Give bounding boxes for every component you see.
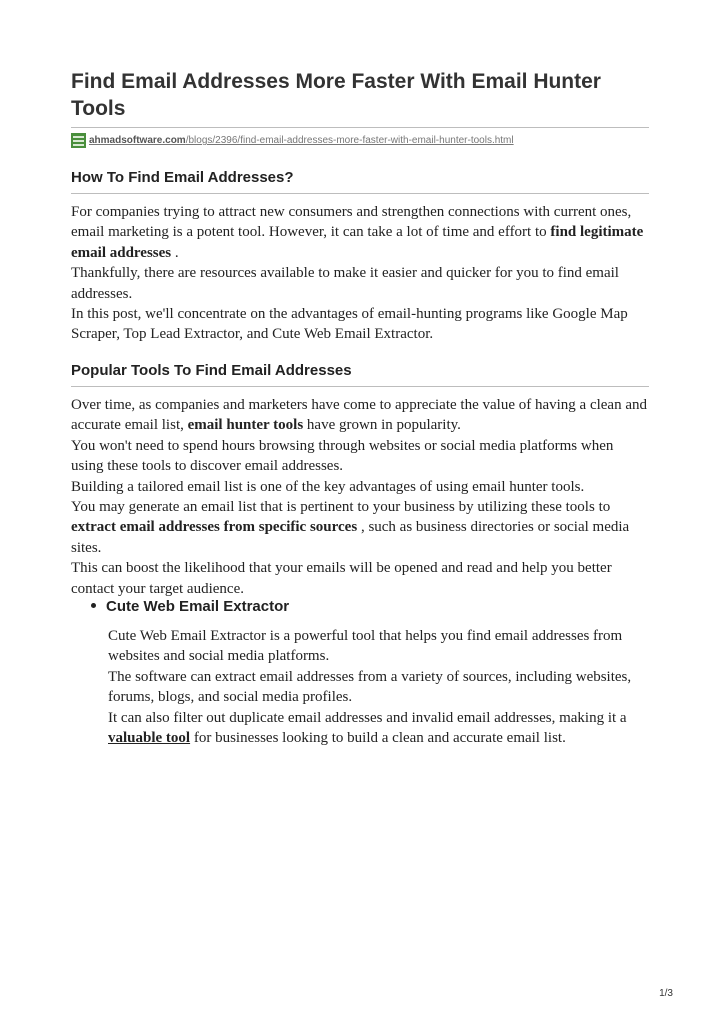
section1-body (71, 202, 649, 345)
paragraph: It can also filter out duplicate email addresses and invalid email addresses, making it a valuable tool for businesses looking to build a clean and accurate email list. (108, 709, 627, 747)
section-heading-popular-tools: Popular Tools To Find Email Addresses (71, 362, 352, 379)
paragraph: Cute Web Email Extractor is a powerful tool that helps you find email addresses from websites and social media platforms. (108, 628, 623, 665)
source-url[interactable] (89, 135, 514, 146)
section-heading-how-to: How To Find Email Addresses? (71, 169, 294, 186)
bold-phrase: find legitimate email addresses (71, 224, 644, 261)
bullet1-body (108, 626, 653, 748)
title-divider (71, 127, 649, 128)
valuable-tool-link[interactable]: valuable tool (108, 730, 191, 747)
paragraph: Thankfully, there are resources available to make it easier and quicker for you to find email addresses. (71, 265, 619, 302)
source-path: /blogs/2396/find-email-addresses-more-faster-with-email-hunter-tools.html (185, 135, 514, 146)
paragraph: The software can extract email addresses from a variety of sources, including websites, forums, blogs, and social media profiles. (108, 668, 632, 706)
site-favicon-icon (71, 133, 86, 148)
paragraph: You may generate an email list that is pertinent to your business by utilizing these tools to extract email addresses from specific sources , such as business directories or social media sites. (71, 499, 630, 556)
bullet-icon (91, 603, 96, 608)
section2-divider (71, 386, 649, 387)
paragraph: This can boost the likelihood that your emails will be opened and read and help you better contact your target audience. (71, 560, 612, 597)
paragraph: In this post, we'll concentrate on the advantages of email-hunting programs like Google Map Scraper, Top Lead Extractor, and Cute Web Email Extractor. (71, 306, 628, 343)
paragraph: Building a tailored email list is one of the key advantages of using email hunter tools. (71, 478, 585, 495)
page-number: 1/3 (659, 988, 673, 999)
bold-phrase: email hunter tools (187, 417, 304, 434)
bold-phrase: extract email addresses from specific sources (71, 519, 358, 536)
list-item-title: Cute Web Email Extractor (106, 598, 290, 615)
source-link[interactable] (71, 133, 514, 148)
section1-divider (71, 193, 649, 194)
section2-body (71, 395, 649, 599)
source-domain: ahmadsoftware.com (89, 135, 186, 146)
paragraph: Over time, as companies and marketers have come to appreciate the value of having a clean and accurate email list, email hunter tools have grown in popularity. (71, 397, 647, 434)
paragraph: For companies trying to attract new consumers and strengthen connections with current ones, email marketing is a potent tool. However, it can take a lot of time and effort to find legitimate email addresses . (71, 204, 644, 261)
list-item (91, 598, 289, 615)
page-title: Find Email Addresses More Faster With Email Hunter Tools (71, 70, 601, 120)
paragraph: You won't need to spend hours browsing through websites or social media platforms when using these tools to discover email addresses. (71, 437, 614, 475)
